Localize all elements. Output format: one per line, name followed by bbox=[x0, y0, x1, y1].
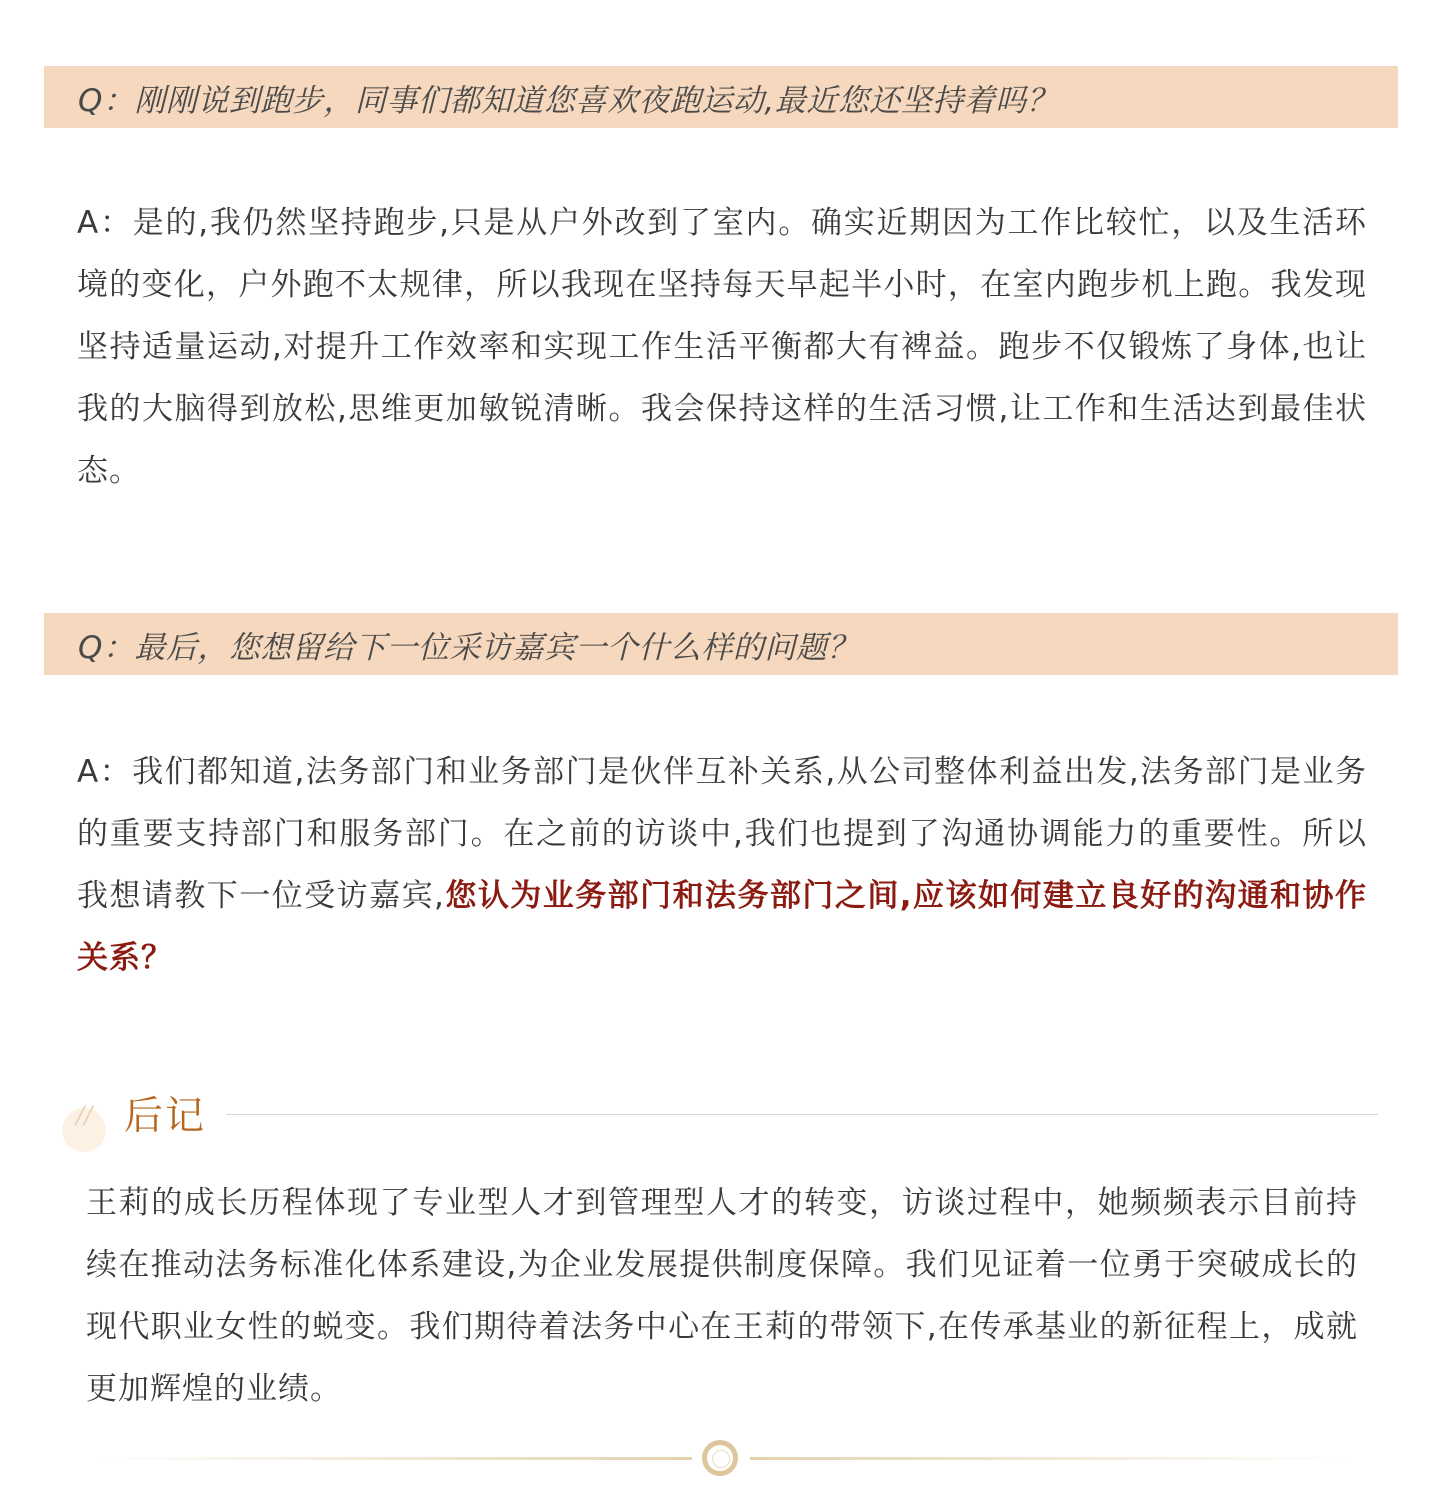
question-bar-2 bbox=[44, 613, 1398, 675]
afterword-title: 后记 bbox=[124, 1094, 207, 1139]
question-text-2: Q：最后，您想留给下一位采访嘉宾一个什么样的问题？ bbox=[78, 629, 859, 666]
afterword-divider bbox=[226, 1114, 1378, 1115]
question-bar-1 bbox=[44, 66, 1398, 128]
footer-divider-right bbox=[750, 1457, 1350, 1460]
answer-paragraph-1: A：是的,我仍然坚持跑步,只是从户外改到了室内。确实近期因为工作比较忙，以及生活环境的变化，户外跑不太规律，所以我现在坚持每天早起半小时，在室内跑步机上跑。我发现坚持适量运动,对提升工作效率和实现工作生活平衡都大有裨益。跑步不仅锻炼了身体,也让我的大脑得到放松,思维更加敏锐清晰。我会保持这样的生活习惯,让工作和生活达到最佳状态。 bbox=[77, 205, 1367, 489]
answer-paragraph-2 bbox=[77, 741, 1367, 989]
afterword-body: 王莉的成长历程体现了专业型人才到管理型人才的转变，访谈过程中，她频频表示目前持续在推动法务标准化体系建设,为企业发展提供制度保障。我们见证着一位勇于突破成长的现代职业女性的蜕变。我们期待着法务中心在王莉的带领下,在传承基业的新征程上，成就更加辉煌的业绩。 bbox=[86, 1185, 1358, 1407]
highlighted-question: 您认为业务部门和法务部门之间,应该如何建立良好的沟通和协作关系？ bbox=[77, 878, 1367, 976]
afterword-header bbox=[62, 1090, 1378, 1150]
afterword-deco-mark: // bbox=[76, 1101, 93, 1129]
ring-divider-icon bbox=[702, 1440, 738, 1476]
answer-text-2: A：我们都知道,法务部门和业务部门是伙伴互补关系,从公司整体利益出发,法务部门是业务的重要支持部门和服务部门。在之前的访谈中,我们也提到了沟通协调能力的重要性。所以我想请教下一位受访嘉宾, bbox=[77, 754, 1367, 914]
question-text-1: Q：刚刚说到跑步，同事们都知道您喜欢夜跑运动,最近您还坚持着吗？ bbox=[78, 82, 1059, 119]
footer-divider-left bbox=[92, 1457, 692, 1460]
